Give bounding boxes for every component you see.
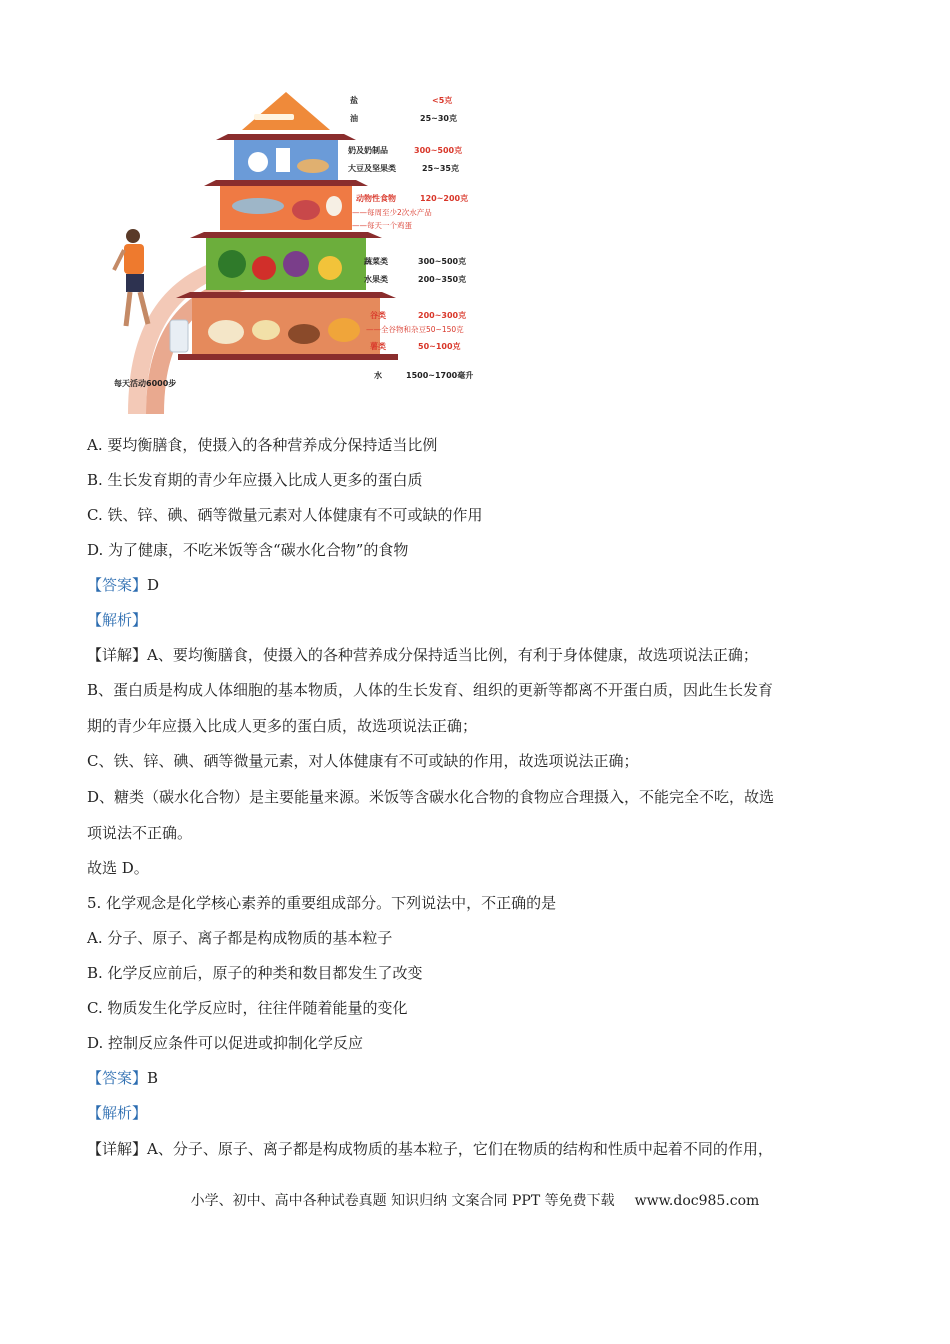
footer-text: 小学、初中、高中各种试卷真题 知识归纳 文案合同 PPT 等免费下载 [190, 1193, 615, 1209]
q4-detail-line-1 [87, 645, 758, 665]
amount-tubers: 50~100克 [418, 342, 461, 351]
runner-shirt [124, 244, 144, 274]
q4-answer-line [87, 575, 159, 595]
q5-stem: 5. 化学观念是化学核心素养的重要组成部分。下列说法中，不正确的是 [87, 894, 557, 912]
q4-answer: D [147, 576, 160, 594]
q5-option-c: C. 物质发生化学反应时，往往伴随着能量的变化 [87, 999, 408, 1017]
pyramid-level-salt-oil [242, 92, 330, 130]
amount-water: 1500~1700毫升 [406, 371, 474, 380]
runner-leg-left [126, 292, 130, 326]
milk-icon [248, 152, 268, 172]
amount-soy-nuts: 25~35克 [422, 164, 459, 173]
broccoli-icon [218, 250, 246, 278]
food-pyramid-svg [108, 88, 488, 414]
runner-head [126, 229, 140, 243]
label-grains: 谷类 [370, 311, 386, 320]
runner-shorts [126, 274, 144, 292]
footer-url[interactable]: www.doc985.com [634, 1193, 760, 1209]
amount-dairy: 300~500克 [414, 146, 463, 155]
pyramid-roof-dairy [216, 134, 356, 140]
runner-leg-right [140, 292, 148, 324]
q4-analysis-tag: 【解析】 [87, 611, 148, 629]
label-vegetables: 蔬菜类 [364, 257, 388, 266]
amount-grains: 200~300克 [418, 311, 467, 320]
pyramid-roof-vegetables [190, 232, 382, 238]
q4-detail-text-1: A、要均衡膳食，使摄入的各种营养成分保持适当比例，有利于身体健康，故选项说法正确； [147, 646, 758, 664]
pyramid-base [178, 354, 398, 360]
nuts-icon [297, 159, 329, 173]
q4-detail-line-2: B、蛋白质是构成人体细胞的基本物质，人体的生长发育、组织的更新等都离不开蛋白质，因此生长发育 [87, 681, 774, 699]
q4-option-d: D. 为了健康，不吃米饭等含“碳水化合物”的食物 [87, 541, 409, 559]
egg-icon [326, 196, 342, 216]
meat-icon [292, 200, 320, 220]
page-footer [0, 1190, 950, 1210]
q5-answer-line [87, 1068, 158, 1088]
label-oil: 油 [350, 114, 358, 123]
q4-detail-line-6: 项说法不正确。 [87, 824, 193, 842]
oil-spoon-icon [254, 114, 294, 120]
pyramid-roof-grains [176, 292, 396, 298]
q5-option-d: D. 控制反应条件可以促进或抑制化学反应 [87, 1034, 364, 1052]
runner-arm [114, 250, 124, 270]
corn-icon [252, 320, 280, 340]
label-soy-nuts: 大豆及坚果类 [348, 164, 396, 173]
note-egg: ——每天一个鸡蛋 [352, 221, 412, 230]
amount-fruits: 200~350克 [418, 275, 467, 284]
q4-detail-line-4: C、铁、锌、碘、硒等微量元素，对人体健康有不可或缺的作用，故选项说法正确； [87, 752, 639, 770]
label-dairy: 奶及奶制品 [348, 146, 388, 155]
q5-option-b: B. 化学反应前后，原子的种类和数目都发生了改变 [87, 964, 423, 982]
food-pyramid-figure [108, 88, 488, 414]
q4-option-a: A. 要均衡膳食，使摄入的各种营养成分保持适当比例 [87, 436, 438, 454]
amount-animal-food: 120~200克 [420, 194, 469, 203]
q5-answer: B [147, 1069, 159, 1087]
q4-detail-tag: 【详解】 [87, 646, 148, 664]
q5-detail-text-1: A、分子、原子、离子都是构成物质的基本粒子，它们在物质的结构和性质中起着不同的作用， [147, 1140, 773, 1158]
sweet-potato-icon [328, 318, 360, 342]
q4-detail-line-3: 期的青少年应摄入比成人更多的蛋白质，故选项说法正确； [87, 717, 478, 735]
q4-conclusion: 故选 D。 [87, 859, 149, 877]
q4-detail-line-5: D、糖类（碳水化合物）是主要能量来源。米饭等含碳水化合物的食物应合理摄入，不能完全不吃，故选 [87, 788, 775, 806]
q5-answer-tag: 【答案】 [87, 1069, 148, 1087]
label-activity: 每天活动6000步 [114, 379, 177, 388]
amount-salt: <5克 [432, 96, 453, 105]
note-aquatic: ——每周至少2次水产品 [352, 208, 432, 217]
tomato-icon [252, 256, 276, 280]
beans-icon [288, 324, 320, 344]
label-animal-food: 动物性食物 [356, 194, 396, 203]
q5-detail-tag: 【详解】 [87, 1140, 148, 1158]
q4-answer-tag: 【答案】 [87, 576, 148, 594]
cabbage-icon [283, 251, 309, 277]
fish-icon [232, 198, 284, 214]
water-glass-icon [170, 320, 188, 352]
label-fruits: 水果类 [364, 275, 388, 284]
q5-analysis-tag: 【解析】 [87, 1104, 148, 1122]
rice-icon [208, 320, 244, 344]
pyramid-roof-meat [204, 180, 368, 186]
q4-option-b: B. 生长发育期的青少年应摄入比成人更多的蛋白质 [87, 471, 423, 489]
note-whole-grains: ——全谷物和杂豆50~150克 [366, 325, 464, 334]
amount-oil: 25~30克 [420, 114, 457, 123]
amount-vegetables: 300~500克 [418, 257, 467, 266]
milk-carton-icon [276, 148, 290, 172]
q5-option-a: A. 分子、原子、离子都是构成物质的基本粒子 [87, 929, 393, 947]
q5-detail-line-1 [87, 1139, 773, 1159]
label-salt: 盐 [350, 96, 358, 105]
q4-option-c: C. 铁、锌、碘、硒等微量元素对人体健康有不可或缺的作用 [87, 506, 483, 524]
label-water: 水 [374, 371, 382, 380]
fruit-icon [318, 256, 342, 280]
label-tubers: 薯类 [370, 342, 386, 351]
